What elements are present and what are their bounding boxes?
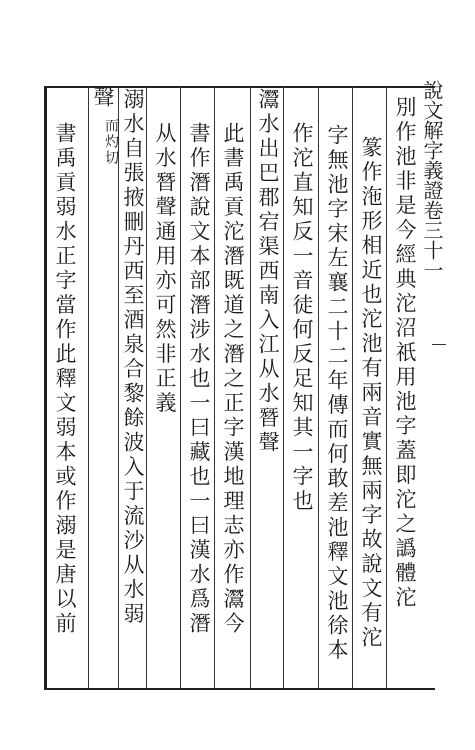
text-column: 作沱直知反一音徒何反足知其一字也 bbox=[290, 122, 314, 514]
text-column: 篆作沲形相近也沱池有兩音實無兩字故說文有沱 bbox=[359, 136, 383, 651]
text-column: 書作潛說文本部潛涉水也一曰藏也一曰漢水爲潛 bbox=[187, 122, 211, 637]
text-column: 从水朁聲通用亦可然非正義 bbox=[153, 122, 177, 416]
text-column: 書禹貢弱水正字當作此釋文弱本或作溺是唐以前 bbox=[53, 122, 77, 637]
column-rule bbox=[146, 86, 147, 688]
text-column: 此書禹貢沱潛既道之潛之正字漢地理志亦作灊今 bbox=[221, 122, 245, 637]
reading-note: 而灼切 bbox=[103, 118, 119, 166]
column-rule bbox=[283, 86, 284, 688]
column-rule bbox=[386, 86, 387, 688]
text-column: 別作池非是今經典沱沼祇用池字蓋即沱之譌體沱 bbox=[393, 96, 417, 611]
text-column: 聲 bbox=[91, 86, 115, 111]
column-rule bbox=[214, 86, 215, 688]
column-rule bbox=[118, 86, 119, 688]
text-column: 灊水出巴郡宕渠西南入江从水朁聲 bbox=[256, 88, 280, 456]
column-rule bbox=[352, 86, 353, 688]
text-column: 溺水自張掖刪丹西至酒泉合黎餘波入于流沙从水弱 bbox=[121, 88, 145, 627]
column-rule bbox=[180, 86, 181, 688]
column-rule bbox=[250, 86, 251, 688]
running-header: 說文解字義證卷三十一 bbox=[420, 80, 444, 280]
column-rule bbox=[318, 86, 319, 688]
text-column: 字無池字宋左襄二十二年傳而何敢差池釋文池徐本 bbox=[325, 124, 349, 663]
column-rule bbox=[88, 86, 89, 688]
